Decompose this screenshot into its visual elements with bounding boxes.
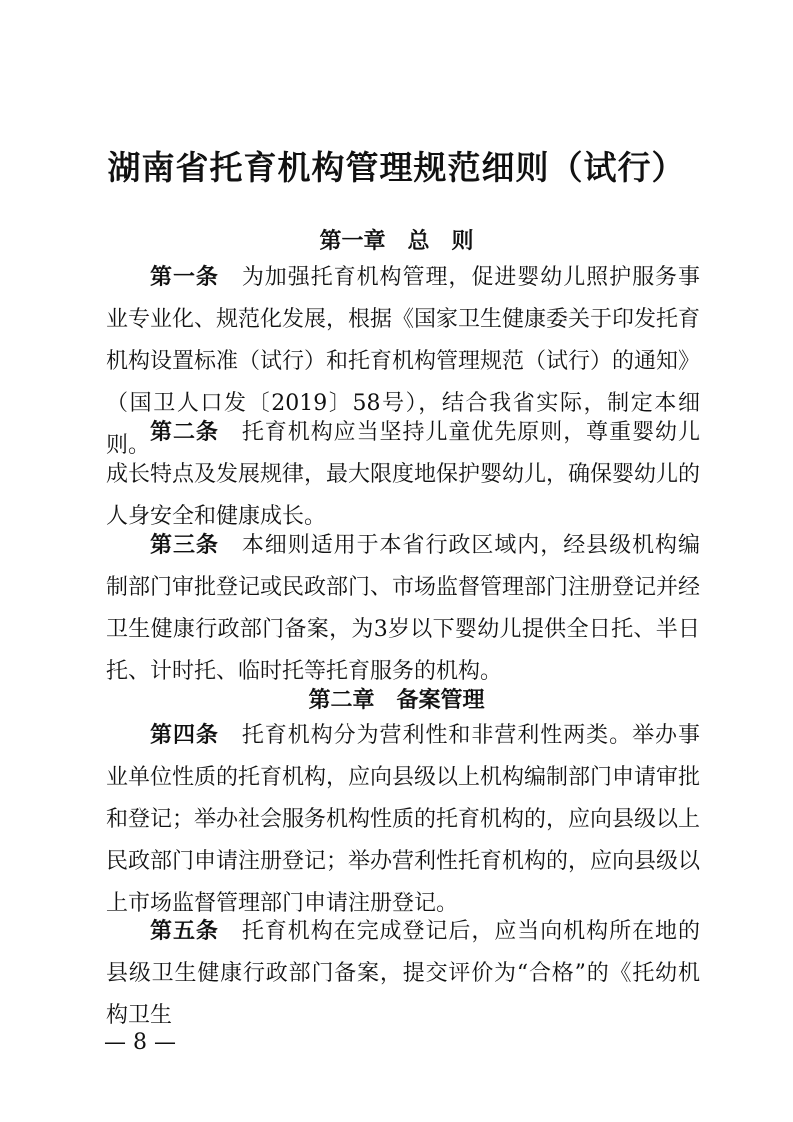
page-number: — 8 — <box>104 1030 176 1055</box>
article-text: 托育机构应当坚持儿童优先原则，尊重婴幼儿成长特点及发展规律，最大限度地保护婴幼儿，确保婴幼儿的人身安全和健康成长。 <box>106 420 701 529</box>
article-label: 第一条 <box>150 264 219 290</box>
article-paragraph <box>106 714 700 925</box>
article-label: 第三条 <box>150 532 219 558</box>
article-label: 第五条 <box>150 918 219 944</box>
article-label: 第四条 <box>150 722 219 748</box>
article-paragraph <box>106 524 700 693</box>
document-title: 湖南省托育机构管理规范细则（试行） <box>107 148 686 187</box>
article-paragraph <box>106 411 700 538</box>
article-text: 为加强托育机构管理，促进婴幼儿照护服务事业专业化、规范化发展，根据《国家卫生健康委关于印发托育机构设置标准（试行）和托育机构管理规范（试行）的通知》（国卫人口发〔2019〕58号），结合我省实际，制定本细则。 <box>106 265 701 458</box>
chapter-heading: 第一章 总 则 <box>319 228 474 254</box>
article-label: 第二条 <box>150 419 219 445</box>
article-text: 本细则适用于本省行政区域内，经县级机构编制部门审批登记或民政部门、市场监督管理部门注册登记并经卫生健康行政部门备案，为3岁以下婴幼儿提供全日托、半日托、计时托、临时托等托育服务的机构。 <box>106 533 701 684</box>
article-paragraph <box>106 910 700 1037</box>
chapter-heading: 第二章 备案管理 <box>308 687 485 713</box>
article-text: 托育机构在完成登记后，应当向机构所在地的县级卫生健康行政部门备案，提交评价为“合格”的《托幼机构卫生 <box>106 919 700 1028</box>
article-text: 托育机构分为营利性和非营利性两类。举办事业单位性质的托育机构，应向县级以上机构编制部门申请审批和登记；举办社会服务机构性质的托育机构的，应向县级以上民政部门申请注册登记；举办营利性托育机构的，应向县级以上市场监督管理部门申请注册登记。 <box>106 723 701 916</box>
